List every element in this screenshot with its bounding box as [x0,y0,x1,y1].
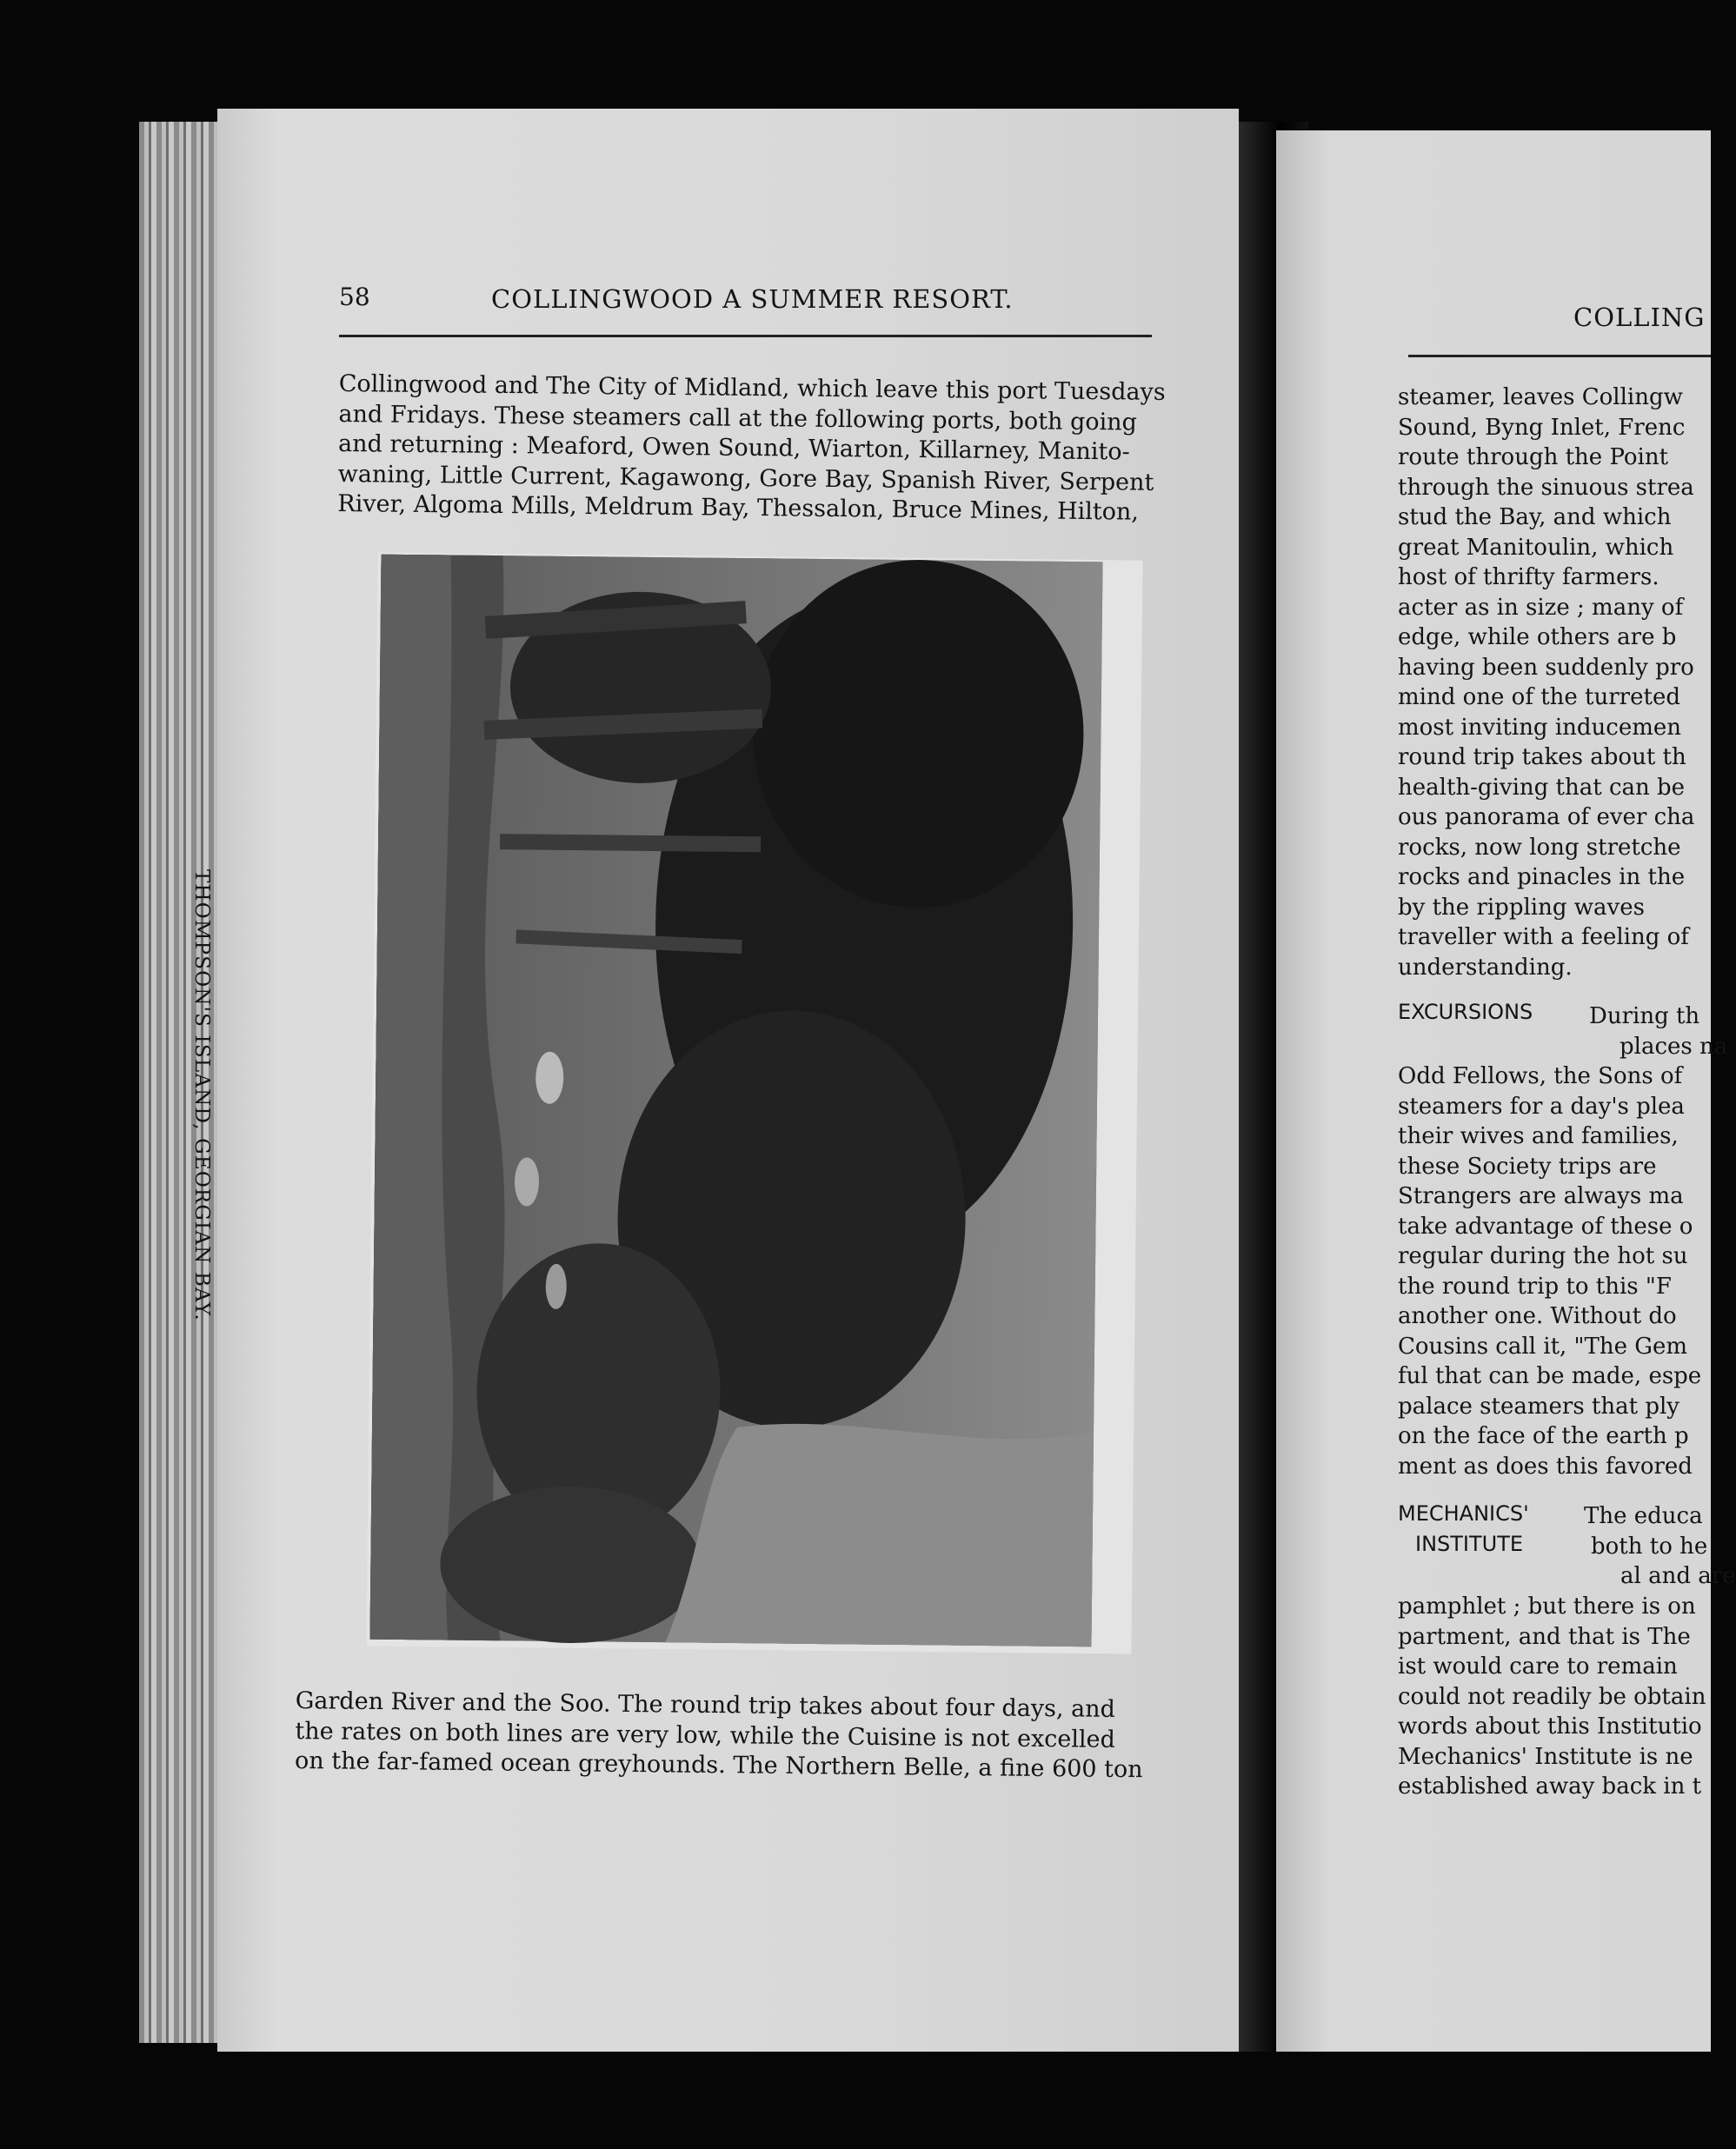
text-line: Mechanics' Institute is ne [1398,1743,1693,1770]
text-line: understanding. [1398,954,1573,981]
bottom-paragraph [294,1687,1143,1786]
text-line: places na [1620,1033,1728,1060]
text-line: The educa [1584,1503,1703,1529]
text-line: the rates on both lines are very low, while the Cuisine is not excelled [295,1717,1116,1753]
text-line: ment as does this favored [1398,1453,1693,1480]
text-line: ous panorama of ever cha [1398,804,1695,830]
text-line: their wives and families, [1398,1123,1679,1149]
text-line: and returning : Meaford, Owen Sound, Wiarton, Killarney, Manito- [337,429,1130,466]
text-line: having been suddenly pro [1398,654,1694,681]
excursions-first-lines [1589,1001,1728,1061]
photo-caption: THOMPSON'S ISLAND, GEORGIAN BAY. [190,869,213,1321]
right-paragraph-1 [1398,383,1711,982]
text-line: edge, while others are b [1398,624,1677,650]
text-line: regular during the hot su [1398,1243,1688,1269]
text-line: mind one of the turreted [1398,684,1680,710]
text-line: Cousins call it, "The Gem [1398,1333,1688,1360]
text-line: round trip takes about th [1398,744,1686,770]
excursions-paragraph [1398,1061,1711,1481]
text-line: pamphlet ; but there is on [1398,1593,1696,1620]
text-line: and Fridays. These steamers call at the following ports, both going [338,400,1138,436]
text-line: host of thrifty farmers. [1398,564,1660,590]
text-line: could not readily be obtain [1398,1683,1706,1710]
text-line: these Society trips are [1398,1153,1657,1180]
text-line: route through the Point [1398,444,1669,470]
text-line: Collingwood and The City of Midland, which leave this port Tuesdays [338,369,1166,406]
text-line: Strangers are always ma [1398,1183,1684,1209]
text-line: River, Algoma Mills, Meldrum Bay, Thessalon, Bruce Mines, Hilton, [337,489,1140,526]
text-line: palace steamers that ply [1398,1393,1679,1420]
running-head: COLLINGWOOD A SUMMER RESORT. [491,284,1014,314]
mechanics-paragraph [1398,1592,1711,1802]
text-line: waning, Little Current, Kagawong, Gore Bay, Spanish River, Serpent [337,460,1154,496]
text-line: Odd Fellows, the Sons of [1398,1063,1683,1089]
excursions-side-label: EXCURSIONS [1398,1000,1533,1024]
text-line: rocks, now long stretche [1398,834,1681,861]
text-line: stud the Bay, and which [1398,504,1672,530]
top-paragraph [337,369,1166,528]
text-line: ful that can be made, espe [1398,1363,1702,1389]
text-line: both to he [1591,1533,1708,1560]
text-line: established away back in t [1398,1773,1702,1800]
text-line: acter as in size ; many of [1398,594,1684,621]
page-number: 58 [339,283,370,311]
text-line: most inviting inducemen [1398,714,1682,741]
text-line: words about this Institutio [1398,1713,1702,1740]
text-line: traveller with a feeling of [1398,924,1689,950]
text-line: steamers for a day's plea [1398,1093,1685,1120]
text-line: on the far-famed ocean greyhounds. The Northern Belle, a fine 600 ton [294,1746,1143,1784]
text-line: another one. Without do [1398,1303,1677,1329]
text-line: al and are [1620,1563,1736,1589]
right-running-head: COLLING [1573,303,1706,332]
text-line: great Manitoulin, which [1398,534,1674,561]
mechanics-first-lines [1584,1501,1736,1592]
text-line: through the sinuous strea [1398,474,1694,501]
institute-side-label: INSTITUTE [1415,1532,1524,1556]
mechanics-side-label: MECHANICS' [1398,1501,1529,1526]
text-line: Sound, Byng Inlet, Frenc [1398,414,1686,441]
text-line: partment, and that is The [1398,1623,1691,1650]
text-line: During th [1589,1003,1700,1029]
header-rule [339,335,1152,337]
right-header-rule [1408,355,1711,357]
text-line: by the rippling waves [1398,894,1645,921]
text-line: on the face of the earth p [1398,1423,1689,1449]
text-line: Garden River and the Soo. The round trip takes about four days, and [295,1687,1116,1723]
text-line: take advantage of these o [1398,1213,1693,1240]
text-line: ist would care to remain [1398,1653,1678,1680]
text-line: rocks and pinacles in the [1398,864,1686,890]
text-line: steamer, leaves Collingw [1398,384,1683,410]
island-photograph [369,555,1102,1647]
text-line: health-giving that can be [1398,774,1686,801]
text-line: the round trip to this "F [1398,1273,1672,1300]
